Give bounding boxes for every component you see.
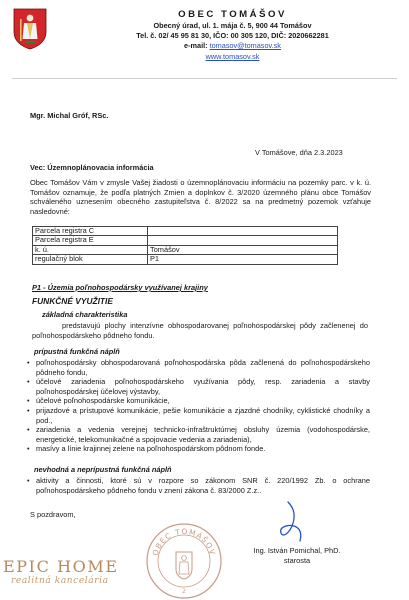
email-row	[60, 41, 405, 51]
table-cell: k. ú.	[33, 245, 148, 254]
org-address: Obecný úrad, ul. 1. mája č. 5, 900 44 Tomášov	[153, 21, 312, 30]
list-item: • prijazdové a prístupové komunikácie, pešie komunikácie a zjazdné chodníky, cyklistické chodníky a pod.,	[26, 406, 370, 425]
official-stamp-icon	[145, 522, 223, 600]
signatory-name: Ing. István Pomichal, PhD.	[253, 546, 341, 555]
coat-of-arms-icon	[13, 8, 47, 50]
web-row	[60, 52, 405, 62]
table-cell	[148, 236, 338, 245]
table-cell: P1	[148, 255, 338, 264]
watermark-line1: EPIC HOME	[3, 557, 119, 576]
letterhead	[60, 9, 405, 62]
stamp-text: OBEC TOMÁŠOV	[150, 526, 218, 557]
org-name: OBEC TOMÁŠOV	[178, 9, 287, 20]
signatory-title: starosta	[283, 555, 311, 565]
email-link[interactable]: tomasov@tomasov.sk	[209, 41, 281, 51]
table-row	[33, 236, 338, 245]
list-item: • masívy a línie krajinnej zelene na poľnohospodárskom pôdnom fonde.	[26, 444, 370, 454]
parcel-table	[32, 226, 338, 265]
closing-line: S pozdravom,	[30, 510, 76, 519]
signature-icon	[270, 500, 310, 544]
table-cell: Tomášov	[148, 245, 338, 254]
watermark-logo	[3, 558, 135, 587]
table-row	[33, 255, 338, 264]
table-cell: Parcela registra C	[33, 227, 148, 236]
web-link[interactable]: www.tomasov.sk	[205, 51, 260, 61]
table-cell: Parcela registra E	[33, 236, 148, 245]
allowed-list	[26, 358, 370, 454]
body-paragraph: Obec Tomášov Vám v zmysle Vašej žiadosti o územnoplánovaciu informáciu na pozemky parc. v k. ú. Tomášov oznamuje, že podľa platných Zmien a doplnkov č. 3/2020 územného plánu obce Tomášov schváleného uznesením obecného zastupiteľstva č. 8/2022 sa na predmetný pozemok vzťahuje nasledovné:	[30, 178, 371, 216]
list-item: • aktivity a činnosti, ktoré sú v rozpore so zákonom SNR č. 220/1992 Zb. o ochrane poľnohospodárskeho pôdneho fondu v znení zákona č. 83/2000 Z.z..	[26, 476, 370, 495]
allowed-heading: prípustná funkčná náplň	[34, 347, 120, 356]
basic-char-heading: základná charakteristika	[42, 310, 128, 319]
list-item: • poľnohospodársky obhospodarovaná poľnohospodárska pôda začlenená do poľnohospodárskeho pôdneho fondu,	[26, 358, 370, 377]
signature-block	[236, 546, 358, 565]
section-title: P1 - Územia poľnohospodársky využívanej krajiny	[32, 283, 208, 292]
date-line: V Tomášove, dňa 2.3.2023	[255, 148, 343, 157]
list-item: • zariadenia a vedenia verejnej technicko-infraštruktúrnej obsluhy územia (vodohospodárske, energetické, telekomunikačné a spojovacie vedenia a zariadenia),	[26, 425, 370, 444]
stamp-number: 2	[182, 588, 186, 595]
org-contacts: Tel. č. 02/ 45 95 81 30, IČO: 00 305 120, DIČ: 2020662281	[136, 31, 329, 41]
table-cell	[148, 227, 338, 236]
header-divider	[12, 78, 397, 79]
list-item: • účelové zariadenia poľnohospodárskeho využívania pôdy, resp. zariadenia a stavby poľnohospodárskej účelovej výstavby,	[26, 377, 370, 396]
functional-use-heading: FUNKČNÉ VYUŽITIE	[32, 296, 113, 306]
recipient: Mgr. Michal Gróf, RSc.	[30, 111, 109, 120]
subject-line: Vec: Územnoplánovacia informácia	[30, 163, 154, 172]
watermark-line2: realitná kancelária	[11, 576, 109, 586]
unsuitable-heading: nevhodná a neprípustná funkčná náplň	[34, 465, 172, 474]
table-cell: regulačný blok	[33, 255, 148, 264]
list-item: • účelové poľnohospodárske komunikácie,	[26, 396, 370, 406]
basic-char-text: predstavujú plochy intenzívne obhospodarovanej poľnohospodárskej pôdy začlenenej do poľnohospodárskeho pôdneho fondu.	[32, 321, 368, 340]
unsuitable-list	[26, 476, 370, 495]
email-label: e-mail:	[184, 41, 208, 51]
